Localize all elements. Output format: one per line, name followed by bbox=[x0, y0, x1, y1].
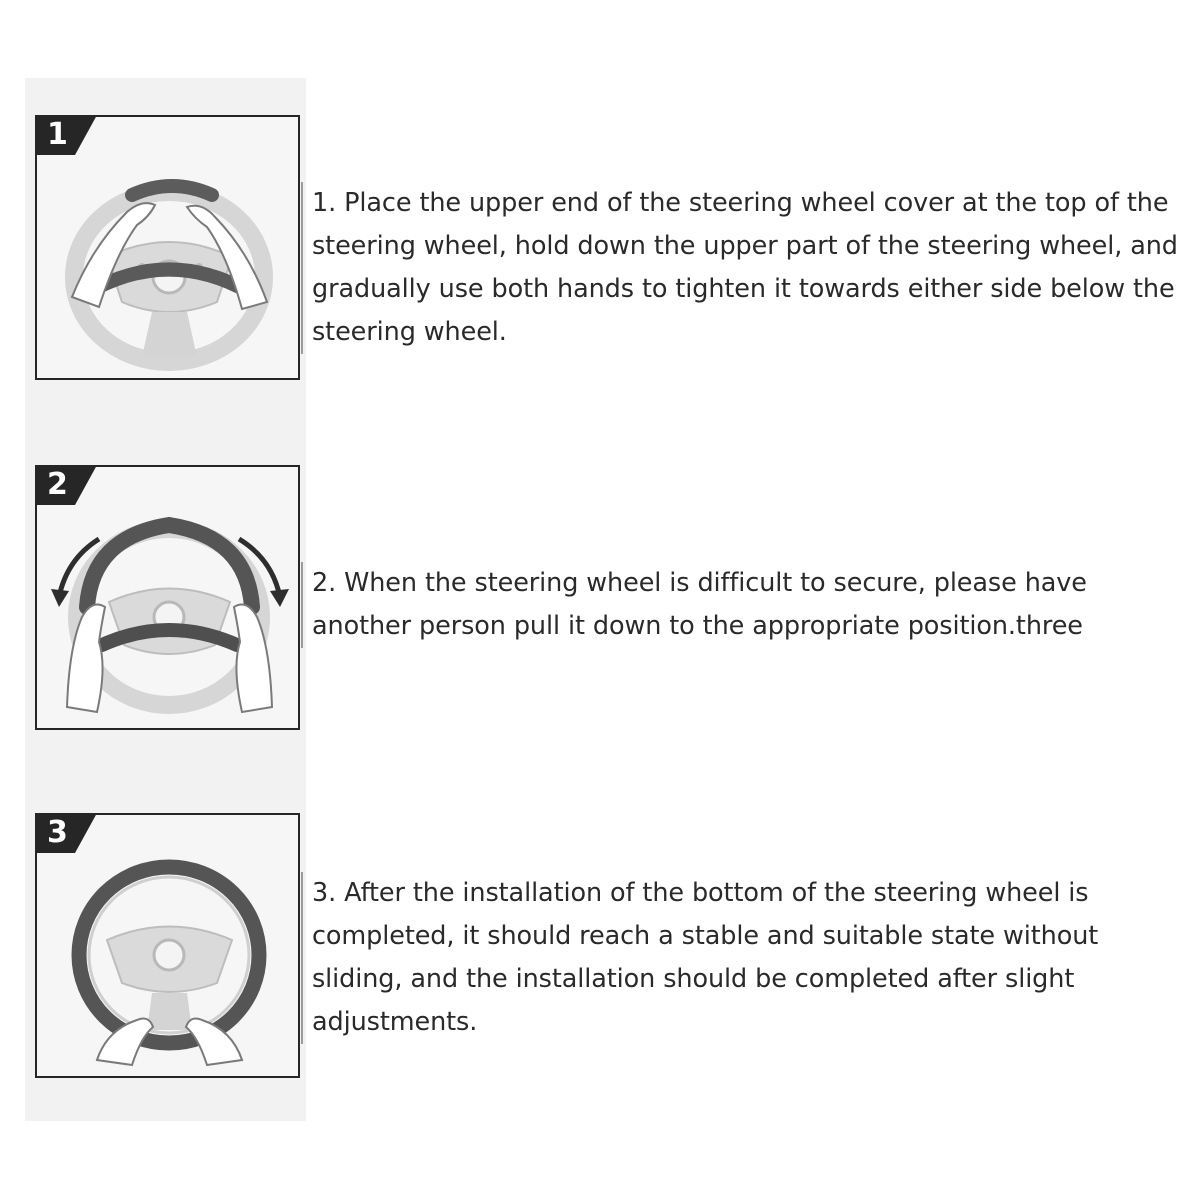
step-1-number: 1 bbox=[47, 117, 68, 152]
pull-down-arrows-icon bbox=[37, 467, 302, 732]
step-3-badge bbox=[35, 813, 97, 853]
step-2-number: 2 bbox=[47, 467, 68, 502]
step-1-text-block bbox=[301, 182, 1181, 354]
step-3-text: 3. After the installation of the bottom of the steering wheel is completed, it should reach a stable and suitable state without sliding, and the installation should be completed after slight adjustments. bbox=[312, 878, 1099, 1037]
hands-on-top-icon bbox=[37, 117, 302, 382]
step-1-badge bbox=[35, 115, 97, 155]
step-1-illustration bbox=[35, 115, 300, 380]
step-3-number: 3 bbox=[47, 815, 68, 850]
step-1-text: 1. Place the upper end of the steering wheel cover at the top of the steering wheel, hold down the upper part of the steering wheel, and gradually use both hands to tighten it towards either side below the steering wheel. bbox=[312, 188, 1178, 347]
step-2-text: 2. When the steering wheel is difficult to secure, please have another person pull it down to the appropriate position.three bbox=[312, 568, 1087, 641]
step-3-text-block bbox=[301, 872, 1181, 1044]
finished-wheel-icon bbox=[37, 815, 302, 1080]
step-2-illustration bbox=[35, 465, 300, 730]
step-2-badge bbox=[35, 465, 97, 505]
step-2-text-block bbox=[301, 562, 1181, 648]
step-3-illustration bbox=[35, 813, 300, 1078]
